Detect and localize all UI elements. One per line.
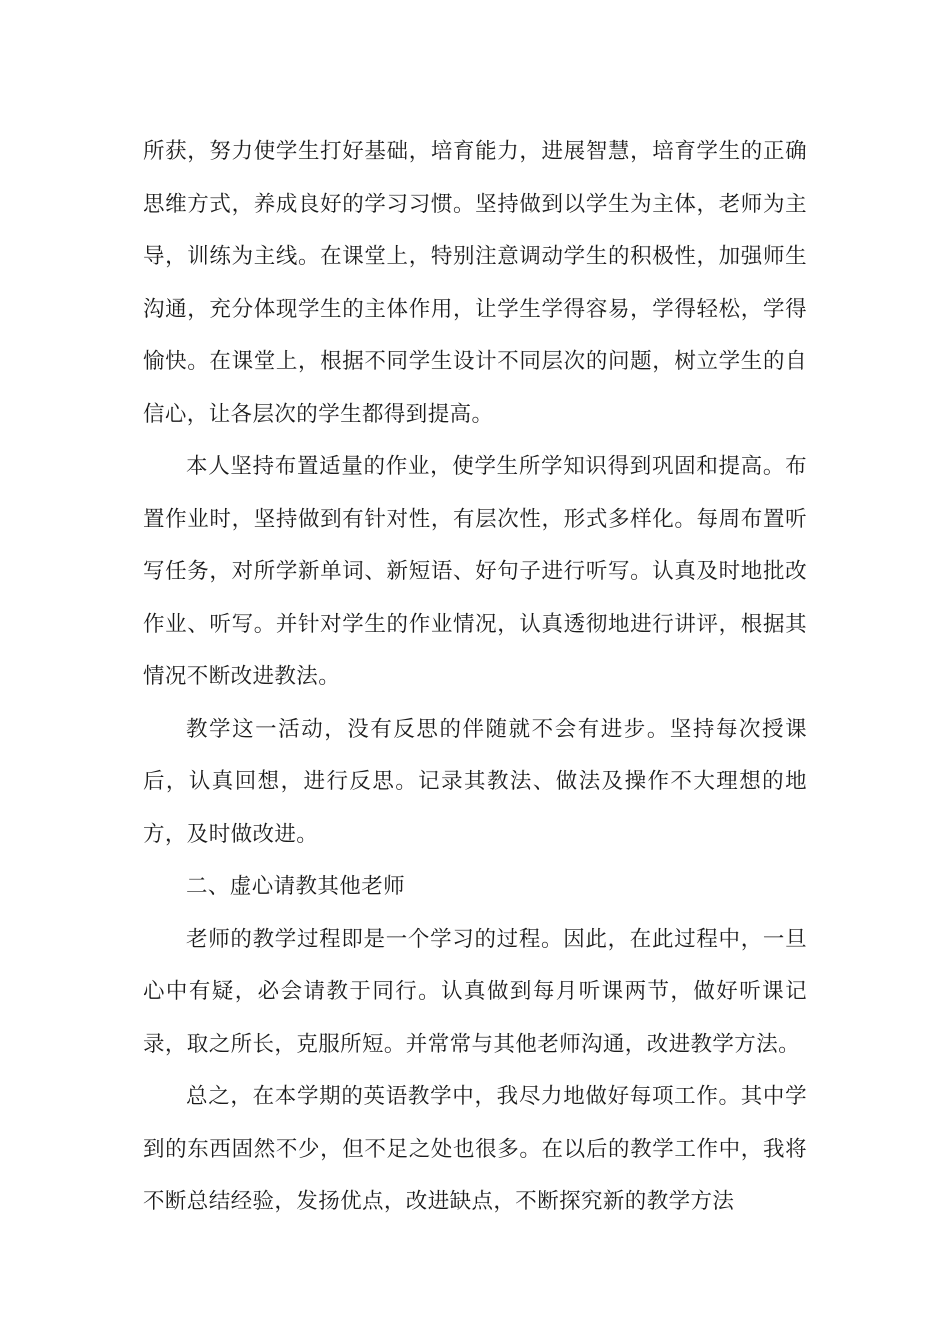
section-heading: 二、虚心请教其他老师 xyxy=(186,874,406,899)
paragraph-summary: 总之，在本学期的英语教学中，我尽力地做好每项工作。其中学到的东西固然不少，但不足之处也很多。在以后的教学工作中，我将不断总结经验，发扬优点，改进缺点，不断探究新的教学方法 xyxy=(143,1084,807,1214)
paragraph-continuation: 所获，努力使学生打好基础，培育能力，进展智慧，培育学生的正确思维方式，养成良好的学习习惯。坚持做到以学生为主体，老师为主导，训练为主线。在课堂上，特别注意调动学生的积极性，加强师生沟通，充分体现学生的主体作用，让学生学得容易，学得轻松，学得愉快。在课堂上，根据不同学生设计不同层次的问题，树立学生的自信心，让各层次的学生都得到提高。 xyxy=(143,139,807,427)
document-body xyxy=(143,126,807,1229)
paragraph-homework: 本人坚持布置适量的作业，使学生所学知识得到巩固和提高。布置作业时，坚持做到有针对性，有层次性，形式多样化。每周布置听写任务，对所学新单词、新短语、好句子进行听写。认真及时地批改作业、听写。并针对学生的作业情况，认真透彻地进行讲评，根据其情况不断改进教法。 xyxy=(143,454,807,689)
paragraph-learning: 老师的教学过程即是一个学习的过程。因此，在此过程中，一旦心中有疑，必会请教于同行。认真做到每月听课两节，做好听课记录，取之所长，克服所短。并常常与其他老师沟通，改进教学方法。 xyxy=(143,926,807,1057)
paragraph-reflection: 教学这一活动，没有反思的伴随就不会有进步。坚持每次授课后，认真回想，进行反思。记录其教法、做法及操作不大理想的地方，及时做改进。 xyxy=(143,716,807,847)
